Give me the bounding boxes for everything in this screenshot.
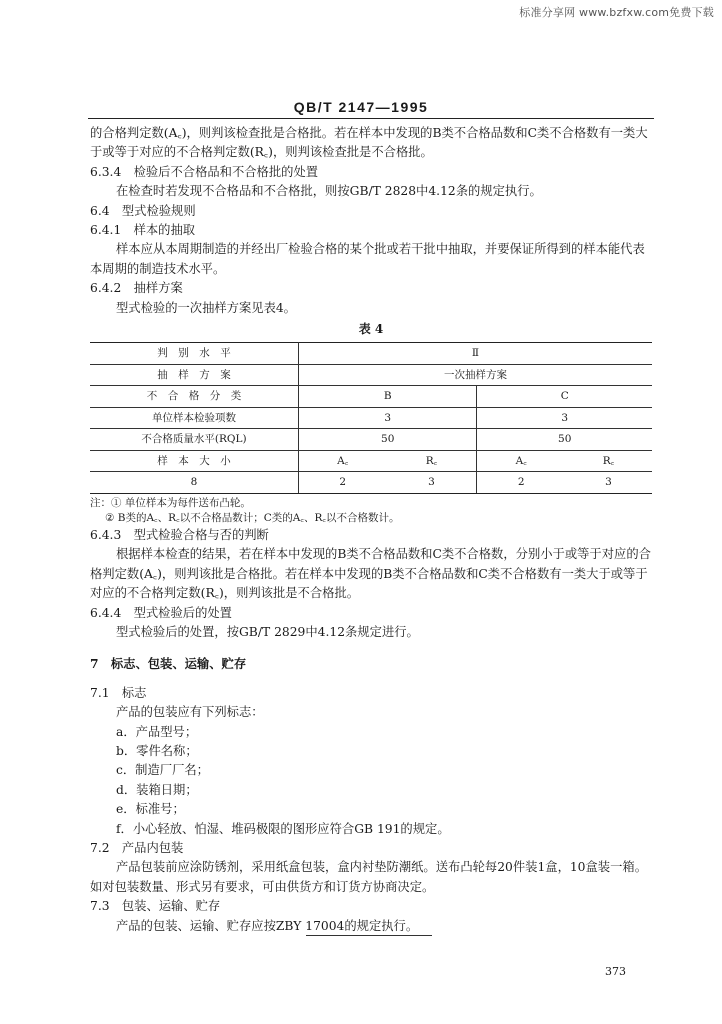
paragraph: 产品的包装、运输、贮存应按ZBY 17004的规定执行。 — [116, 918, 419, 933]
paragraph: 的合格判定数(A꜀)，则判该检查批是合格批。若在样本中发现的B类不合格品数和C类不合格数有一类大于或等于对应的不合格判定数(R꜀)，则判该检查批是不合格批。 — [90, 126, 648, 160]
table-cell: 3 — [387, 472, 477, 494]
standard-number-header: QB/T 2147—1995 — [293, 99, 429, 115]
table-cell: 3 — [299, 407, 477, 429]
table-cell: R꜀ — [387, 450, 477, 472]
table-cell: 2 — [299, 472, 387, 494]
list-item: f．小心轻放、怕湿、堆码极限的图形应符合GB 191的规定。 — [116, 821, 450, 836]
header-rule — [88, 118, 654, 119]
paragraph: 在检查时若发现不合格品和不合格批，则按GB/T 2828中4.12条的规定执行。 — [116, 184, 542, 199]
table-cell: A꜀ — [299, 450, 387, 472]
table-notes — [90, 496, 652, 526]
table-row — [90, 386, 652, 408]
table-row-label: 8 — [90, 472, 299, 494]
page-number: 373 — [605, 965, 626, 978]
watermark-text: 标准分享网 www.bzfxw.com免费下载 — [519, 6, 714, 19]
list-item: d．装箱日期； — [116, 782, 198, 797]
section-heading-7-3: 7.3 包装、运输、贮存 — [90, 899, 221, 914]
table-note: 注：① 单位样本为每件送布凸轮。 — [90, 496, 251, 509]
table-row — [90, 450, 652, 472]
chapter-heading-7: 7 标志、包装、运输、贮存 — [90, 656, 247, 672]
document-body — [90, 124, 652, 936]
section-heading-6-4-1: 6.4.1 样本的抽取 — [90, 223, 196, 238]
table-row-label: 样 本 大 小 — [90, 450, 299, 472]
list-item: a．产品型号； — [116, 724, 198, 739]
end-of-text-rule — [306, 935, 432, 936]
table-row-label: 抽 样 方 案 — [90, 364, 299, 386]
table-cell: 2 — [477, 472, 565, 494]
sampling-plan-table — [90, 342, 652, 494]
table-cell: 50 — [299, 429, 477, 451]
table-cell: 50 — [477, 429, 652, 451]
table-row-label: 不 合 格 分 类 — [90, 386, 299, 408]
section-heading-6-4-3: 6.4.3 型式检验合格与否的判断 — [90, 527, 269, 542]
table-row-label: 单位样本检验项数 — [90, 407, 299, 429]
paragraph: 产品包装前应涂防锈剂，采用纸盒包装，盒内衬垫防潮纸。送布凸轮每20件装1盒，10盒装一箱。如对包装数量、形式另有要求，可由供货方和订货方协商决定。 — [90, 860, 647, 894]
list-item: e．标准号； — [116, 802, 185, 817]
section-heading-6-4: 6.4 型式检验规则 — [90, 203, 196, 218]
table-row — [90, 343, 652, 365]
paragraph: 型式检验后的处置，按GB/T 2829中4.12条规定进行。 — [116, 625, 419, 639]
table-cell: A꜀ — [477, 450, 565, 472]
paragraph: 根据样本检查的结果，若在样本中发现的B类不合格品数和C类不合格数，分别小于或等于对应的合格判定数(A꜀)，则判该批是合格批。若在样本中发现的B类不合格品数和C类不合格数有一类大于或等于对应的不合格判定数(R꜀)，则判该批是不合格批。 — [90, 547, 651, 601]
table-cell: C — [477, 386, 652, 408]
section-heading-6-3-4: 6.3.4 检验后不合格品和不合格批的处置 — [90, 164, 319, 179]
paragraph: 样本应从本周期制造的并经出厂检验合格的某个批或若干批中抽取，并要保证所得到的样本能代表本周期的制造技术水平。 — [90, 242, 645, 276]
section-heading-7-2: 7.2 产品内包装 — [90, 841, 184, 856]
table-note: ② B类的A꜀、R꜀以不合格品数计；C类的A꜀、R꜀以不合格数计。 — [105, 511, 400, 524]
list-item: c．制造厂厂名； — [116, 763, 209, 778]
table-row — [90, 407, 652, 429]
section-heading-7-1: 7.1 标志 — [90, 685, 147, 700]
list-item: b．零件名称； — [116, 744, 198, 759]
table-cell: B — [299, 386, 477, 408]
table-cell: 3 — [477, 407, 652, 429]
paragraph: 型式检验的一次抽样方案见表4。 — [116, 300, 296, 315]
table-cell: Ⅱ — [299, 343, 653, 365]
section-heading-6-4-4: 6.4.4 型式检验后的处置 — [90, 605, 232, 620]
table-cell: 3 — [565, 472, 652, 494]
paragraph: 产品的包装应有下列标志： — [116, 705, 264, 720]
table-cell: 一次抽样方案 — [299, 364, 653, 386]
table-row — [90, 472, 652, 494]
table-row-label: 判 别 水 平 — [90, 343, 299, 365]
table-row — [90, 364, 652, 386]
table-cell: R꜀ — [565, 450, 652, 472]
section-heading-6-4-2: 6.4.2 抽样方案 — [90, 281, 183, 296]
table-title: 表 4 — [358, 322, 384, 337]
table-row — [90, 429, 652, 451]
table-row-label: 不合格质量水平(RQL) — [90, 429, 299, 451]
